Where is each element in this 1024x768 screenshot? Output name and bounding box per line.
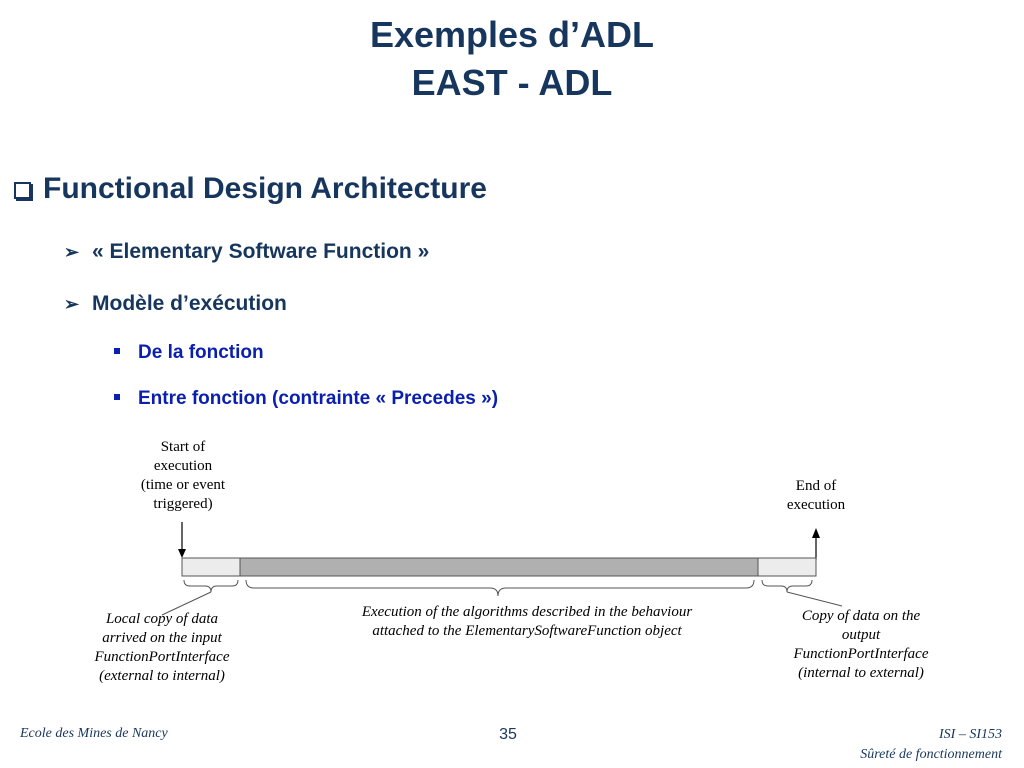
sub-bullet-text: De la fonction <box>138 342 264 363</box>
footer-course-code: ISI – SI153 <box>939 727 1002 742</box>
input-brace <box>184 580 238 592</box>
bullet-text: Modèle d’exécution <box>92 292 287 315</box>
end-arrow-head <box>812 528 820 538</box>
execution-brace <box>246 580 754 596</box>
bullet-text: « Elementary Software Function » <box>92 240 430 263</box>
output-copy-segment <box>758 558 816 576</box>
slide-subtitle: EAST - ADL <box>411 62 613 103</box>
footer-course-name: Sûreté de fonctionnement <box>860 747 1002 762</box>
footer-school: Ecole des Mines de Nancy <box>20 726 168 741</box>
input-copy-segment <box>182 558 240 576</box>
execution-description-label: Execution of the algorithms described in the behaviour attached to the ElementarySoftwareFunction object <box>361 604 693 639</box>
arrow-bullet-icon: ➢ <box>64 294 80 314</box>
footer-course <box>860 725 1002 765</box>
start-arrow-head <box>178 549 186 558</box>
output-leader-line <box>787 592 842 606</box>
output-brace <box>762 580 812 592</box>
output-copy-label: Copy of data on the output FunctionPortInterface (internal to external) <box>793 608 929 681</box>
arrow-bullet-icon: ➢ <box>64 242 80 262</box>
slide-title: Exemples d’ADL <box>369 14 655 55</box>
end-of-execution-label: End of execution <box>786 478 846 513</box>
start-of-execution-label: Start of execution (time or event triggered) <box>140 439 226 512</box>
page-number: 35 <box>499 726 517 743</box>
sub-bullet-text: Entre fonction (contrainte « Precedes ») <box>138 388 499 409</box>
execution-segment <box>240 558 758 576</box>
local-copy-label: Local copy of data arrived on the input FunctionPortInterface (external to internal) <box>94 611 230 684</box>
section-heading-text: Functional Design Architecture <box>43 172 487 205</box>
